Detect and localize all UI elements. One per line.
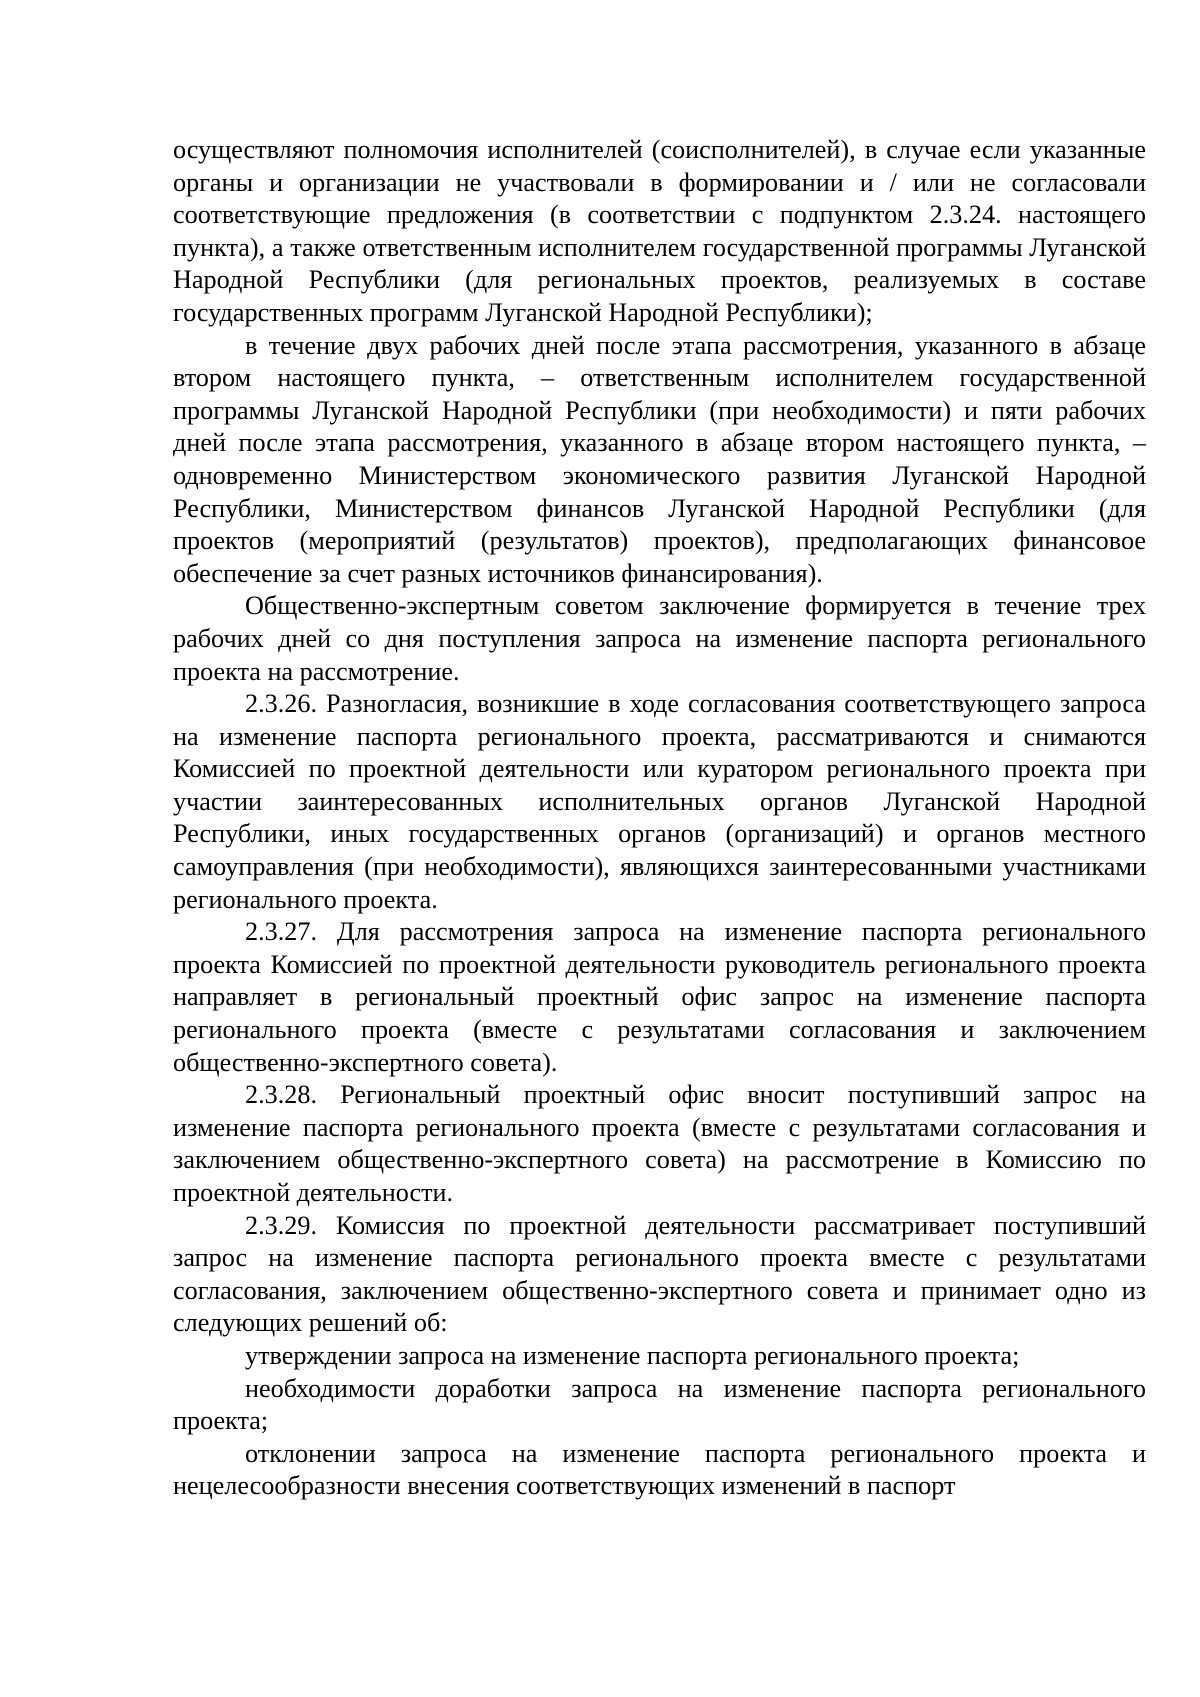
paragraph-9: необходимости доработки запроса на изменение паспорта регионального проекта; (173, 1373, 1146, 1436)
paragraph-5: 2.3.27. Для рассмотрения запроса на изменение паспорта регионального проекта Комиссией по проектной деятельности руководитель регионального проекта направляет в региональный проектный офис запрос на изменение паспорта регионального проекта (вместе с результатами согласования и заключением общественно-экспертного совета). (173, 917, 1146, 1077)
paragraph-10: отклонении запроса на изменение паспорта регионального проекта и нецелесообразности внесения соответствующих изменений в паспорт (173, 1438, 1146, 1501)
document-body (173, 134, 1146, 1503)
paragraph-2: в течение двух рабочих дней после этапа рассмотрения, указанного в абзаце втором настоящего пункта, – ответственным исполнителем государственной программы Луганской Народной Республики (при необходимости) и пяти рабочих дней после этапа рассмотрения, указанного в абзаце втором настоящего пункта, – одновременно Министерством экономического развития Луганской Народной Республики, Министерством финансов Луганской Народной Республики (для проектов (мероприятий (результатов) проектов), предполагающих финансовое обеспечение за счет разных источников финансирования). (173, 330, 1146, 588)
paragraph-8: утверждении запроса на изменение паспорта регионального проекта; (245, 1340, 1020, 1370)
paragraph-6: 2.3.28. Региональный проектный офис вносит поступивший запрос на изменение паспорта регионального проекта (вместе с результатами согласования и заключением общественно-экспертного совета) на рассмотрение в Комиссию по проектной деятельности. (173, 1080, 1146, 1207)
paragraph-4: 2.3.26. Разногласия, возникшие в ходе согласования соответствующего запроса на изменение паспорта регионального проекта, рассматриваются и снимаются Комиссией по проектной деятельности или куратором регионального проекта при участии заинтересованных исполнительных органов Луганской Народной Республики, иных государственных органов (организаций) и органов местного самоуправления (при необходимости), являющихся заинтересованными участниками регионального проекта. (173, 689, 1146, 914)
paragraph-3: Общественно-экспертным советом заключение формируется в течение трех рабочих дней со дня поступления запроса на изменение паспорта регионального проекта на рассмотрение. (173, 591, 1146, 686)
paragraph-1: осуществляют полномочия исполнителей (соисполнителей), в случае если указанные органы и организации не участвовали в формировании и / или не согласовали соответствующие предложения (в соответствии с подпунктом 2.3.24. настоящего пункта), а также ответственным исполнителем государственной программы Луганской Народной Республики (для региональных проектов, реализуемых в составе государственных программ Луганской Народной Республики); (173, 135, 1146, 327)
paragraph-7: 2.3.29. Комиссия по проектной деятельности рассматривает поступивший запрос на изменение паспорта регионального проекта вместе с результатами согласования, заключением общественно-экспертного совета и принимает одно из следующих решений об: (173, 1210, 1146, 1338)
